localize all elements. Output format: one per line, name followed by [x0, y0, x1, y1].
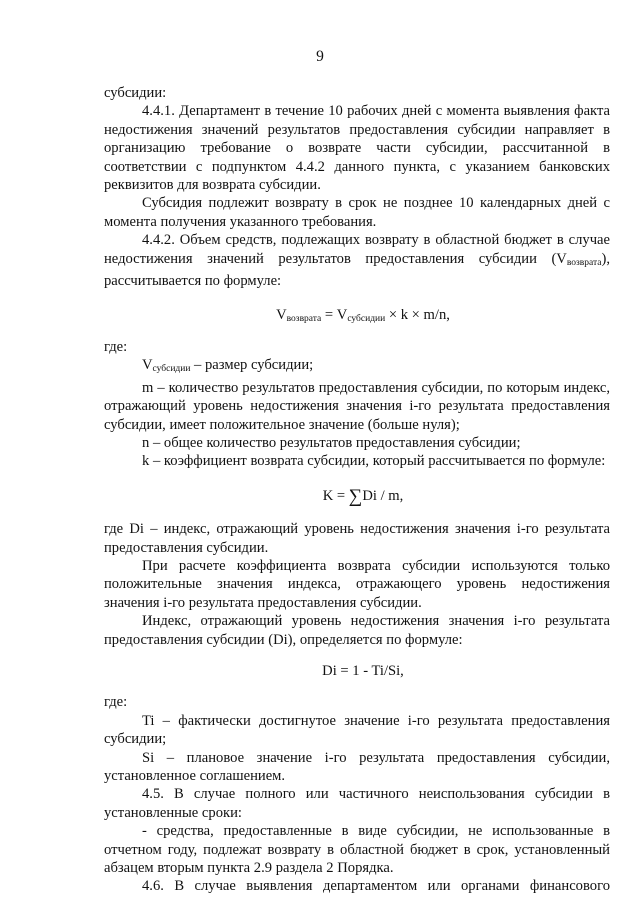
- formula2-right: Di / m,: [362, 487, 404, 504]
- where-label-2: где:: [104, 694, 128, 711]
- formula-refund-volume: [104, 290, 610, 337]
- def-v-text: – размер субсидии;: [190, 357, 314, 374]
- paragraph-4-6: 4.6. В случае выявления департаментом или органами финансового: [142, 878, 610, 895]
- formula1-sub-return: возврата: [286, 314, 322, 325]
- formula-di: Di = 1 - Ti/Si,: [322, 662, 404, 679]
- paragraph-positive-values: При расчете коэффициента возврата субсидии используются только положительные значения индекса, отражающего уровень недостижения значения i-го результата предоставления субсидии.: [104, 557, 610, 611]
- def-v-sub: субсидии: [152, 364, 191, 375]
- page-number: 9: [316, 48, 324, 65]
- definition-n: n – общее количество результатов предоставления субсидии;: [142, 434, 521, 451]
- formula-coefficient-k: [104, 471, 610, 520]
- paragraph-4-4-2: [104, 231, 610, 290]
- def-v-main: V: [142, 357, 153, 374]
- definition-k: k – коэффициент возврата субсидии, который рассчитывается по формуле:: [142, 453, 606, 470]
- p4-text-b: ), рассчитывается по формуле:: [104, 250, 610, 290]
- sum-sigma-icon: ∑: [348, 485, 363, 507]
- paragraph-4-5: 4.5. В случае полного или частичного неиспользования субсидии в установленные сроки:: [104, 786, 610, 821]
- formula2-left: K =: [322, 487, 349, 504]
- p4-text-a: 4.4.2. Объем средств, подлежащих возврату в областной бюджет в случае недостижения значений результатов предоставления субсидии (V: [104, 232, 610, 267]
- document-body: [104, 84, 610, 896]
- formula1-mid: = V: [321, 307, 348, 324]
- paragraph-index-di: Индекс, отражающий уровень недостижения значения i-го результата предоставления субсидии (Di), определяется по формуле:: [104, 613, 610, 648]
- paragraph-4-4-1: 4.4.1. Департамент в течение 10 рабочих дней с момента выявления факта недостижения значений результатов предоставления субсидии направляет в организацию требование о возврате части субсидии, рассчитанной в соответствии с подпунктом 4.4.2 данного пункта, с указанием банковских реквизитов для возврата субсидии.: [104, 103, 610, 194]
- formula1-sub-subsidy: субсидии: [347, 314, 386, 325]
- definition-ti: Ti – фактически достигнутое значение i-го результата предоставления субсидии;: [104, 712, 610, 748]
- p4-subscript: возврата: [566, 257, 602, 268]
- definition-di: где Di – индекс, отражающий уровень недостижения значения i-го результата предоставления субсидии.: [104, 521, 610, 556]
- formula1-v: V: [276, 307, 287, 324]
- formula1-tail: × k × m/n,: [385, 307, 450, 324]
- paragraph-refund-deadline: Субсидия подлежит возврату в срок не позднее 10 календарных дней с момента получения указанного требования.: [104, 195, 610, 230]
- definition-v-subsidy: [104, 356, 610, 378]
- definition-m: m – количество результатов предоставления субсидии, по которым индекс, отражающий уровень недостижения значения i-го результата предоставления субсидии, имеет положительное значение (больше нуля);: [104, 379, 610, 433]
- paragraph-unused-funds: - средства, предоставленные в виде субсидии, не использованные в отчетном году, подлежат возврату в областной бюджет в срок, установленный абзацем вторым пункта 2.9 раздела 2 Порядка.: [104, 823, 610, 877]
- where-label-1: где:: [104, 338, 128, 355]
- definition-si: Si – плановое значение i-го результата предоставления субсидии, установленное соглашением.: [104, 749, 610, 784]
- paragraph-continuation: субсидии:: [104, 85, 167, 101]
